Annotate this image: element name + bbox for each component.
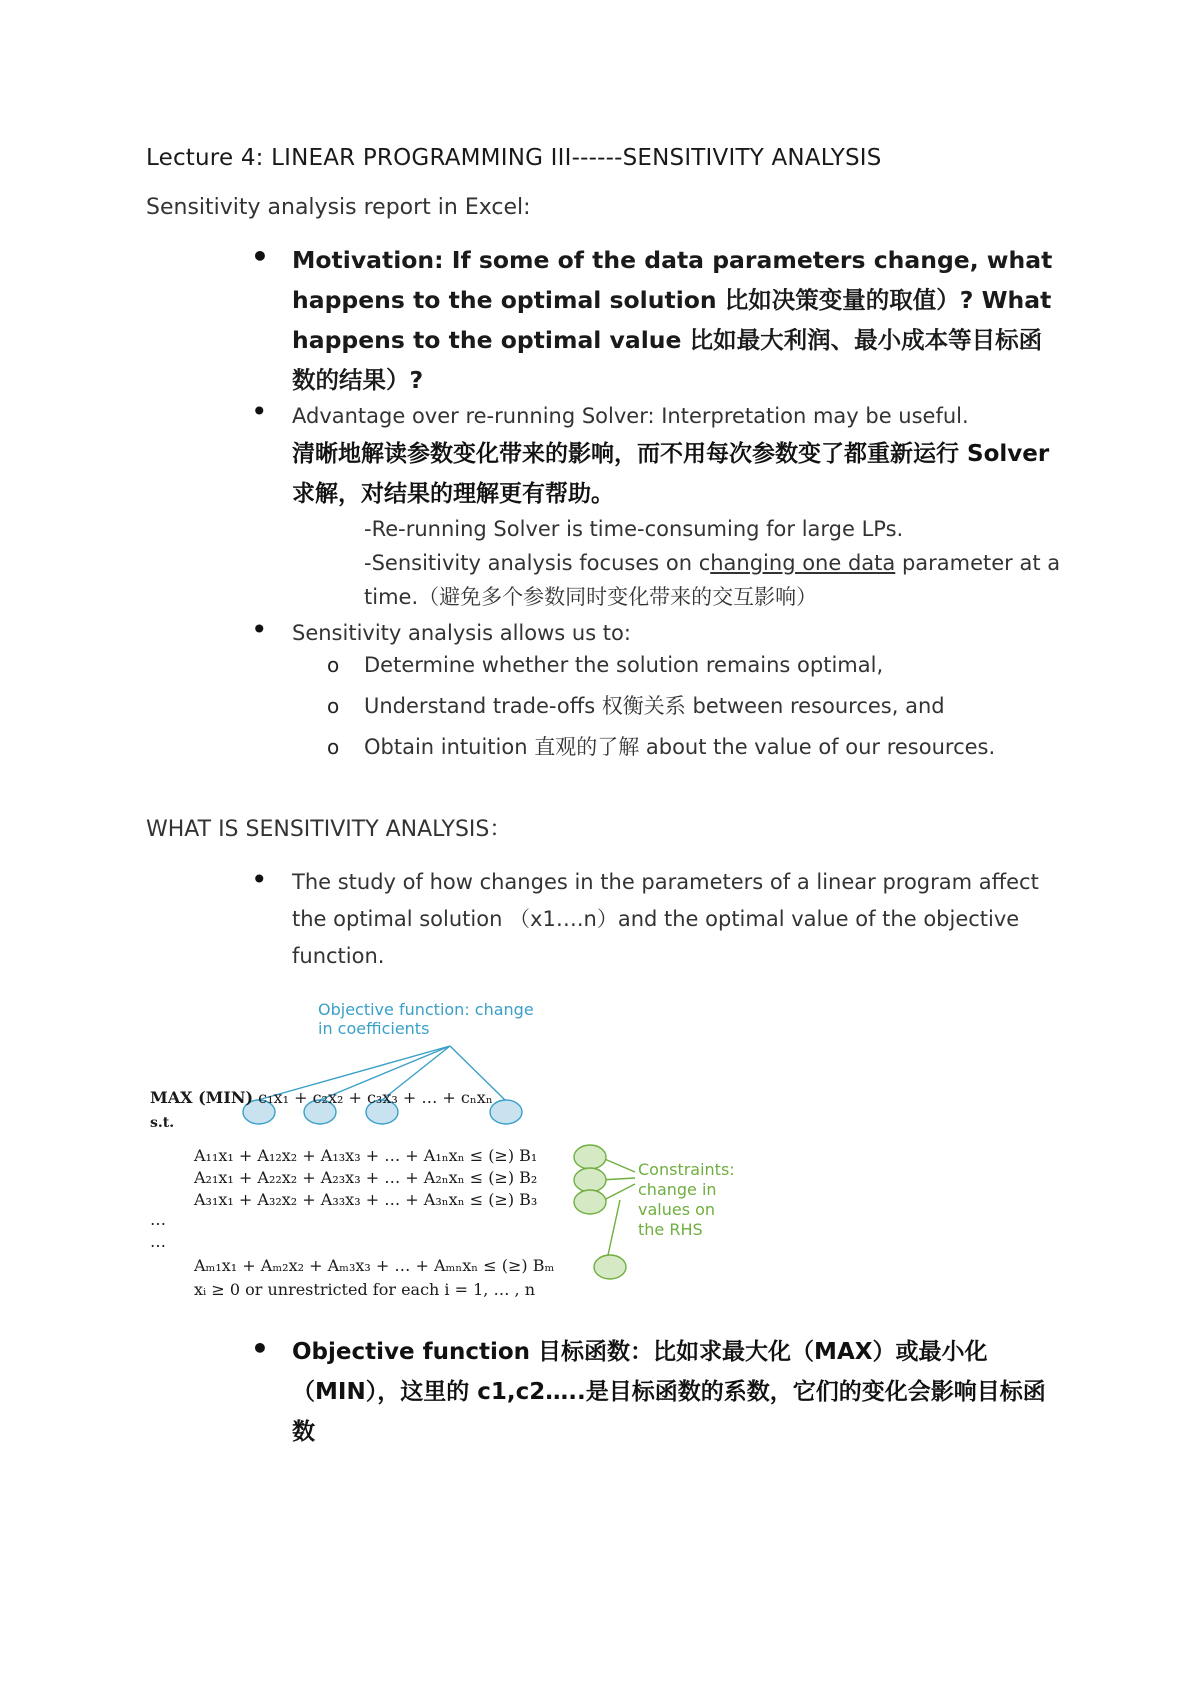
lp-diagram-figure — [150, 1000, 735, 1300]
ellipsis-row: … — [150, 1232, 166, 1251]
sub-point-rerunning: -Re-running Solver is time-consuming for large LPs. — [364, 517, 904, 541]
constraint-row-3: A₃₁x₁ + A₃₂x₂ + A₃₃x₃ + … + A₃ₙxₙ ≤ (≥) B₃ — [194, 1190, 538, 1209]
constraints-note-line: change in — [638, 1180, 717, 1199]
section-heading: WHAT IS SENSITIVITY ANALYSIS： — [146, 817, 512, 842]
max-min-label: MAX (MIN) — [150, 1088, 254, 1107]
sub-point-one-parameter-post: parameter at a time.（避免多个参数同时变化带来的交互影响） — [364, 551, 1061, 609]
ellipsis-row: … — [150, 1210, 166, 1229]
objective-note-line: Objective function: change — [318, 1000, 534, 1019]
bullet-advantage — [292, 398, 1062, 514]
constraint-row-2: A₂₁x₁ + A₂₂x₂ + A₂₃x₃ + … + A₂ₙxₙ ≤ (≥) B₂ — [194, 1168, 538, 1187]
bullet-definition: • The study of how changes in the parameters of a linear program affect the optimal solution （x1….n）and the optimal value of the objective function. — [292, 864, 1062, 975]
underlined-text: hanging one data — [710, 551, 896, 575]
objective-expression: c₁x₁ + c₂x₂ + c₃x₃ + … + cₙxₙ — [258, 1088, 493, 1107]
constraint-row-1: A₁₁x₁ + A₁₂x₂ + A₁₃x₃ + … + A₁ₙxₙ ≤ (≥) B₁ — [194, 1146, 538, 1165]
advantage-sub-points — [364, 512, 1064, 614]
constraints-note-line: the RHS — [638, 1220, 703, 1239]
objective-note-line: in coefficients — [318, 1019, 430, 1038]
list-item: o Determine whether the solution remains optimal, — [364, 648, 1064, 689]
objective-row — [150, 1088, 493, 1107]
subtitle: Sensitivity analysis report in Excel: — [146, 195, 531, 220]
constraints-note-line: values on — [638, 1200, 716, 1219]
bullet-motivation: • Motivation: If some of the data parameters change, what happens to the optimal solution 比如决策变量的取值）? What happens to the optimal value 比如最大利润、最小成本等目标函数的结果）? — [292, 240, 1062, 400]
subject-to-label: s.t. — [150, 1115, 175, 1131]
bullet-list-motivation — [292, 240, 1062, 400]
bullet-list-advantage — [292, 398, 1062, 514]
objective-note — [318, 1000, 534, 1038]
sub-point-one-parameter — [364, 546, 1064, 614]
list-item: o Obtain intuition 直观的了解 about the value of our resources. — [364, 730, 1064, 771]
bullet-objective-function: • Objective function 目标函数：比如求最大化（MAX）或最小化（MIN），这里的 c1,c2…..是目标函数的系数，它们的变化会影响目标函数 — [292, 1332, 1062, 1452]
bullet-list-definition — [292, 864, 1062, 975]
allows-sub-list — [364, 648, 1064, 771]
lecture-title: Lecture 4: LINEAR PROGRAMMING III------SENSITIVITY ANALYSIS — [146, 145, 882, 171]
bullet-list-objective — [292, 1332, 1062, 1452]
sub-point-one-parameter-pre: -Sensitivity analysis focuses on c — [364, 551, 711, 575]
advantage-chinese: 清晰地解读参数变化带来的影响，而不用每次参数变了都重新运行 Solver 求解，对结果的理解更有帮助。 — [292, 441, 1050, 507]
list-item: o Understand trade-offs 权衡关系 between resources, and — [364, 689, 1064, 730]
constraints-note — [638, 1160, 735, 1240]
bullet-allows-us: • Sensitivity analysis allows us to: — [292, 616, 1062, 650]
advantage-text: Advantage over re-running Solver: Interpretation may be useful. — [292, 404, 969, 428]
constraint-row-m: Aₘ₁x₁ + Aₘ₂x₂ + Aₘ₃x₃ + … + Aₘₙxₙ ≤ (≥) Bₘ — [194, 1256, 555, 1275]
nonnegativity-row: xᵢ ≥ 0 or unrestricted for each i = 1, … , n — [194, 1280, 536, 1299]
constraints-note-line: Constraints: — [638, 1160, 735, 1179]
bullet-list-allows — [292, 616, 1062, 650]
